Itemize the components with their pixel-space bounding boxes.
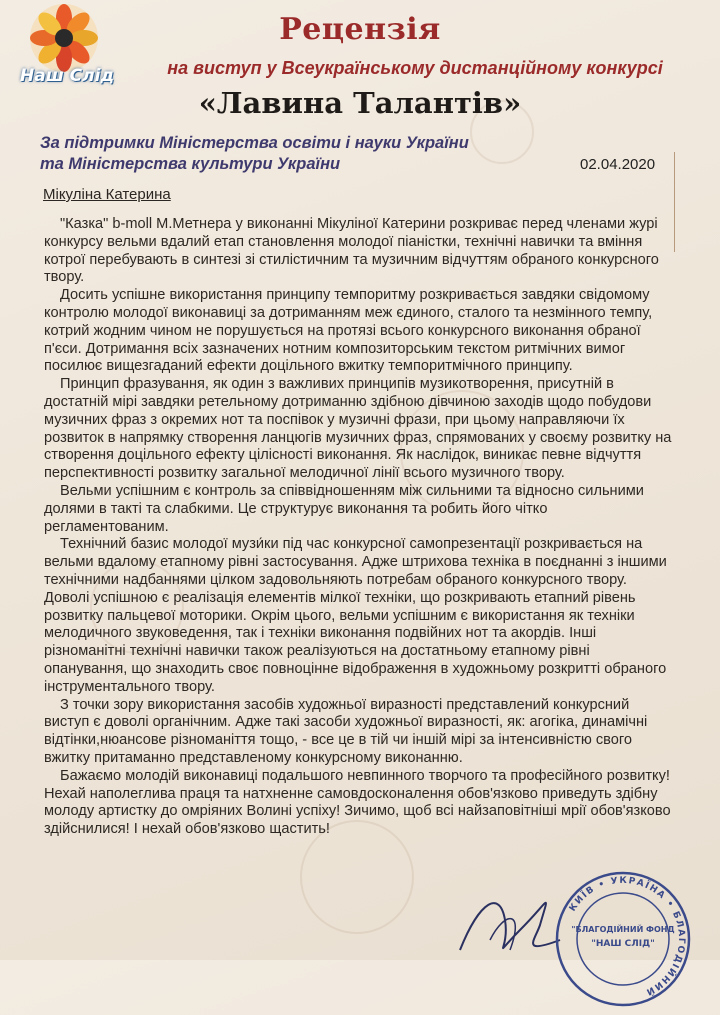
official-seal [552, 868, 694, 1010]
seal-line: "БЛАГОДІЙНИЙ ФОНД [571, 925, 675, 934]
review-paragraph: Бажаємо молодій виконавиці подальшого невпинного творчого та професійного розвитку! Нехай наполеглива праця та натхненне самовдосконалення обов'язково приведуть здібну молоду артистку до омріяних Волині успіху! Зичимо, щоб всі найзаповітніші мрії обов'язково здійснилися! І нехай обов'язково щастить! [44, 767, 671, 838]
contest-name: «Лавина Талантів» [198, 86, 522, 120]
logo-text: Наш Слід [20, 66, 115, 86]
recipient-name: Мікуліна Катерина [43, 186, 171, 203]
seal-line: "НАШ СЛІД" [591, 939, 655, 949]
review-paragraph: Технічний базис молодої музи́ки під час конкурсної самопрезентації розкривається на вельми вдалому етапному рівні застосування. Адже штрихова техніка в поєднанні з іншими технічними надбаннями цілком задовольняють потребам обраного конкурсного твору. Доволі успішною є реалізація елементів мілкої техніки, що розкривають етапний рівень розвитку пальцевої моторики. Окрім цього, вельми успішним є використання як техніки мелодичного звуковедення, так і техніки виконання подвійних нот та акордів. Інші різноманітні технічні навички також реалізуються на достатньому етапному рівні опанування, що знаходить своє повноцінне відображення в художньому розкритті обраного інструментального твору. [44, 536, 667, 695]
page-title: Рецензія [279, 12, 441, 47]
review-paragraph: Досить успішне використання принципу темпоритму розкривається завдяки свідомому контролю молодої виконавиці за дотриманням меж єдиного, сталого та незмінного темпу, котрий жодним чином не порушується на протязі всього конкурсного виконання обраної п'єси. Дотримання всіх зазначених нотним композиторським текстом ритмічних вимог посилює вищезгаданий ефекти доцільного вжитку темпоритмічного принципу. [44, 287, 653, 375]
support-line: та Міністерства культури України [40, 155, 341, 173]
page-subtitle: на виступ у Всеукраїнському дистанційному конкурсі [167, 58, 663, 78]
review-paragraph: З точки зору використання засобів художньої виразності представлений конкурсний виступ є доволі органічним. Адже такі засоби художньої виразності, як: агогіка, динамічні відтінки,нюансове різноманіття тощо, - все це в тій чи іншій мірі за інтенсивністю свого вжитку притаманно представленому конкурсному виконанню. [44, 696, 648, 766]
review-paragraph: "Казка" b-moll М.Метнера у виконанні Мікуліної Катерини розкриває перед членами журі конкурсу вельми вдалий етап становлення молодої піаністки, технічні навички та вміння котрої перебувають в синтезі зі стилістичним та музичним відчуттям обраного конкурсного твору. [44, 216, 659, 286]
review-paragraph: Принцип фразування, як один з важливих принципів музикотворення, присутній в достатній мірі завдяки ретельному дотриманню здібною дівчиною заходів щодо побудови музичних фраз з окремих нот та поспівок у музичні фрази, при цьому направляючи їх розвиток в напрямку створення ланцюгів музичних фраз, спрямованих у своєму розвитку на створення доцільного ефекту цілісності виконання. Як наслідок, виникає певне відчуття перспективності розвитку загальної мелодичної лінії всього музичного твору. [44, 376, 672, 482]
review-paragraph: Вельми успішним є контроль за співвідношенням між сильними та відносно сильними долями в такті та слабкими. Це структурує виконання та робить його чітко регламентованим. [44, 482, 644, 535]
seal-ring-text: КИЇВ • УКРАЇНА • БЛАГОДІЙНИЙ [567, 875, 687, 998]
document-date: 02.04.2020 [580, 156, 656, 173]
divider [674, 152, 675, 252]
support-line: За підтримки Міністерства освіти і науки України [40, 134, 469, 152]
support-statement [40, 133, 469, 175]
seal-stamp [552, 868, 694, 1010]
review-body [44, 216, 672, 839]
